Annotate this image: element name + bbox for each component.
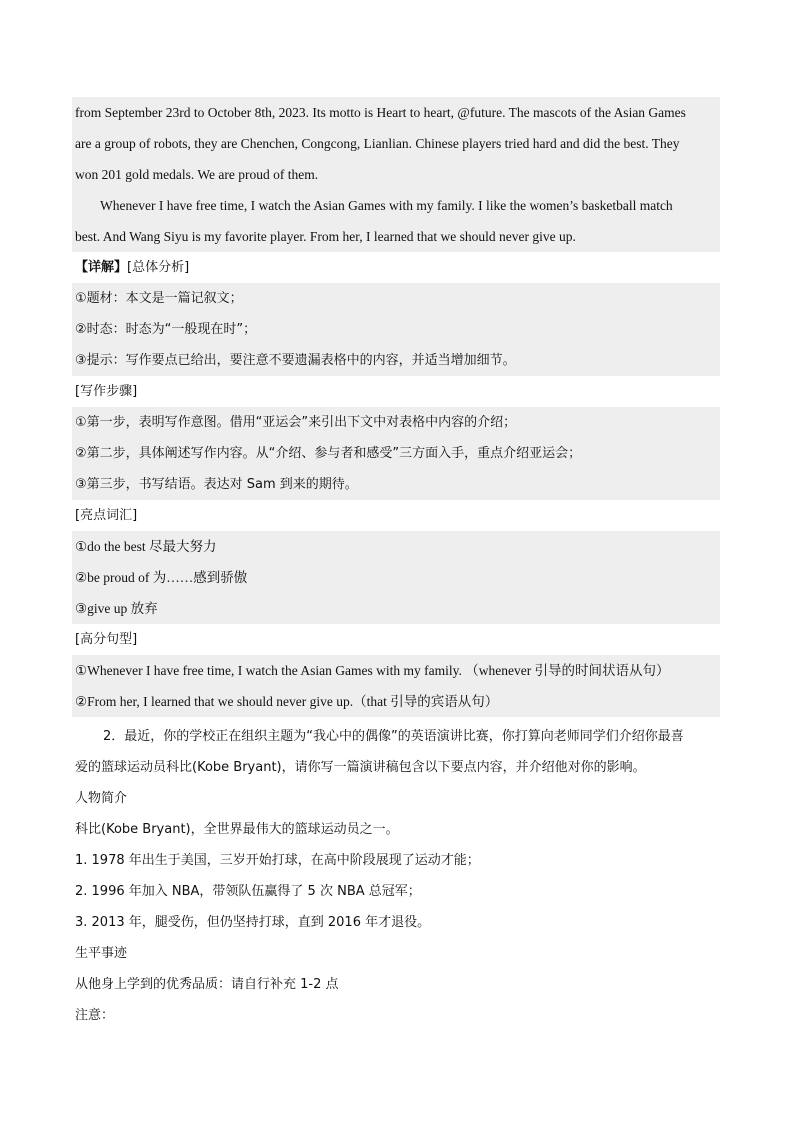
note-heading: 注意： <box>75 1008 115 1023</box>
profile-heading: 人物简介 <box>75 791 128 806</box>
profile-line: 1. 1978 年出生于美国，三岁开始打球，在高中阶段展现了运动才能； <box>75 853 480 868</box>
sentences-heading: [高分句型] <box>75 632 138 647</box>
profile-line: 2. 1996 年加入 NBA，带领队伍赢得了 5 次 NBA 总冠军； <box>75 884 421 899</box>
vocab-item: ②be proud of 为……感到骄傲 <box>72 562 720 593</box>
step-item: ②第二步，具体阐述写作内容。从“介绍、参与者和感受”三方面入手，重点介绍亚运会； <box>72 438 720 469</box>
essay-line: won 201 gold medals. We are proud of them. <box>72 159 720 190</box>
vocab-heading: [亮点词汇] <box>75 508 138 523</box>
essay-line: from September 23rd to October 8th, 2023. Its motto is Heart to heart, @future. The mascots of the Asian Games <box>72 97 720 128</box>
qualities-line: 从他身上学到的优秀品质：请自行补充 1-2 点 <box>75 977 339 992</box>
deeds-heading: 生平事迹 <box>75 946 128 961</box>
essay-line: are a group of robots, they are Chenchen, Congcong, Lianlian. Chinese players tried hard and did the best. They <box>72 128 720 159</box>
steps-heading: [写作步骤] <box>75 384 138 399</box>
sentence-item: ②From her, I learned that we should never give up.（that 引导的宾语从句） <box>72 686 720 717</box>
sentence-item: ①Whenever I have free time, I watch the Asian Games with my family. （whenever 引导的时间状语从句） <box>72 655 720 686</box>
essay-line: best. And Wang Siyu is my favorite player. From her, I learned that we should never give up. <box>72 221 720 252</box>
question-2-intro: 2．最近，你的学校正在组织主题为“我心中的偶像”的英语演讲比赛，你打算向老师同学们介绍你最喜 <box>103 729 684 744</box>
analysis-heading <box>75 252 720 283</box>
step-item: ①第一步，表明写作意图。借用“亚运会”来引出下文中对表格中内容的介绍； <box>72 407 720 438</box>
essay-line: Whenever I have free time, I watch the Asian Games with my family. I like the women’s basketball match <box>72 190 720 221</box>
step-item: ③第三步，书写结语。表达对 Sam 到来的期待。 <box>72 469 720 500</box>
overall-item: ①题材：本文是一篇记叙文； <box>72 283 720 314</box>
vocab-item: ③give up 放弃 <box>72 593 720 624</box>
overall-item: ③提示：写作要点已给出，要注意不要遗漏表格中的内容，并适当增加细节。 <box>72 345 720 376</box>
profile-line: 3. 2013 年，腿受伤，但仍坚持打球，直到 2016 年才退役。 <box>75 915 431 930</box>
overall-analysis-label: [总体分析] <box>127 260 190 275</box>
overall-item: ②时态：时态为“一般现在时”； <box>72 314 720 345</box>
profile-line: 科比(Kobe Bryant)，全世界最伟大的篮球运动员之一。 <box>75 822 399 837</box>
vocab-item: ①do the best 尽最大努力 <box>72 531 720 562</box>
question-2-intro: 爱的篮球运动员科比(Kobe Bryant)，请你写一篇演讲稿包含以下要点内容，并介绍他对你的影响。 <box>75 760 646 775</box>
detail-label: 【详解】 <box>75 260 128 275</box>
